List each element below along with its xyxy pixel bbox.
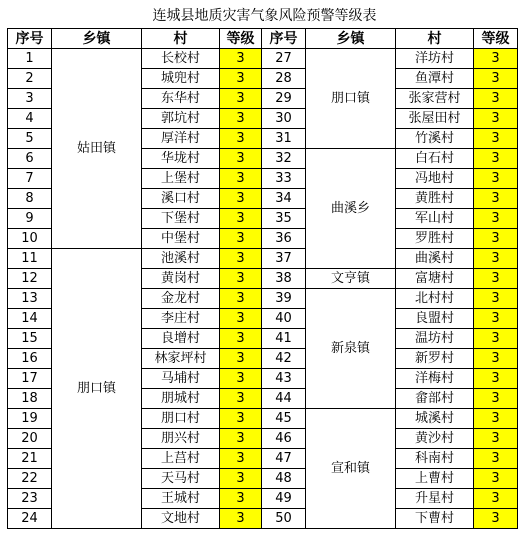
level-value: 3 (220, 129, 262, 149)
village-name: 溪口村 (142, 189, 220, 209)
town-name: 文亨镇 (306, 269, 396, 289)
village-name: 冯地村 (396, 169, 474, 189)
table-body (8, 49, 518, 529)
village-name: 天马村 (142, 469, 220, 489)
row-number: 42 (262, 349, 306, 369)
level-value: 3 (220, 369, 262, 389)
level-value: 3 (220, 149, 262, 169)
village-name: 下曹村 (396, 509, 474, 529)
row-number: 18 (8, 389, 52, 409)
village-name: 张家营村 (396, 89, 474, 109)
level-value: 3 (220, 349, 262, 369)
header-town: 乡镇 (306, 29, 396, 49)
row-number: 22 (8, 469, 52, 489)
row-number: 49 (262, 489, 306, 509)
row-number: 35 (262, 209, 306, 229)
village-name: 罗胜村 (396, 229, 474, 249)
town-name: 宣和镇 (306, 409, 396, 529)
row-number: 39 (262, 289, 306, 309)
village-name: 文地村 (142, 509, 220, 529)
village-name: 北村村 (396, 289, 474, 309)
row-number: 24 (8, 509, 52, 529)
level-value: 3 (220, 109, 262, 129)
village-name: 林家坪村 (142, 349, 220, 369)
village-name: 畲部村 (396, 389, 474, 409)
village-name: 池溪村 (142, 249, 220, 269)
village-name: 鱼潭村 (396, 69, 474, 89)
row-number: 5 (8, 129, 52, 149)
village-name: 李庄村 (142, 309, 220, 329)
level-value: 3 (474, 369, 518, 389)
level-value: 3 (220, 189, 262, 209)
header-level: 等级 (220, 29, 262, 49)
village-name: 城兜村 (142, 69, 220, 89)
village-name: 城溪村 (396, 409, 474, 429)
row-number: 44 (262, 389, 306, 409)
row-number: 37 (262, 249, 306, 269)
village-name: 科南村 (396, 449, 474, 469)
header-village: 村 (142, 29, 220, 49)
village-name: 厚洋村 (142, 129, 220, 149)
village-name: 良增村 (142, 329, 220, 349)
row-number: 17 (8, 369, 52, 389)
level-value: 3 (474, 289, 518, 309)
row-number: 16 (8, 349, 52, 369)
level-value: 3 (474, 69, 518, 89)
row-number: 11 (8, 249, 52, 269)
header-no: 序号 (262, 29, 306, 49)
level-value: 3 (474, 129, 518, 149)
row-number: 47 (262, 449, 306, 469)
village-name: 朋兴村 (142, 429, 220, 449)
level-value: 3 (220, 49, 262, 69)
village-name: 王城村 (142, 489, 220, 509)
village-name: 洋坊村 (396, 49, 474, 69)
row-number: 50 (262, 509, 306, 529)
village-name: 东华村 (142, 89, 220, 109)
village-name: 黄岗村 (142, 269, 220, 289)
level-value: 3 (474, 109, 518, 129)
town-name: 朋口镇 (52, 249, 142, 529)
village-name: 华垅村 (142, 149, 220, 169)
village-name: 朋口村 (142, 409, 220, 429)
level-value: 3 (220, 249, 262, 269)
level-value: 3 (220, 389, 262, 409)
level-value: 3 (474, 189, 518, 209)
level-value: 3 (220, 69, 262, 89)
town-name: 新泉镇 (306, 289, 396, 409)
village-name: 中堡村 (142, 229, 220, 249)
village-name: 下堡村 (142, 209, 220, 229)
row-number: 43 (262, 369, 306, 389)
level-value: 3 (474, 169, 518, 189)
row-number: 32 (262, 149, 306, 169)
level-value: 3 (474, 409, 518, 429)
row-number: 34 (262, 189, 306, 209)
level-value: 3 (474, 429, 518, 449)
row-number: 30 (262, 109, 306, 129)
row-number: 33 (262, 169, 306, 189)
header-village: 村 (396, 29, 474, 49)
row-number: 10 (8, 229, 52, 249)
village-name: 洋梅村 (396, 369, 474, 389)
row-number: 8 (8, 189, 52, 209)
level-value: 3 (474, 449, 518, 469)
level-value: 3 (474, 209, 518, 229)
village-name: 上莒村 (142, 449, 220, 469)
level-value: 3 (474, 269, 518, 289)
level-value: 3 (474, 329, 518, 349)
village-name: 白石村 (396, 149, 474, 169)
level-value: 3 (220, 449, 262, 469)
village-name: 富塘村 (396, 269, 474, 289)
town-name: 姑田镇 (52, 49, 142, 249)
village-name: 良盟村 (396, 309, 474, 329)
village-name: 军山村 (396, 209, 474, 229)
level-value: 3 (474, 49, 518, 69)
level-value: 3 (474, 229, 518, 249)
level-value: 3 (220, 409, 262, 429)
row-number: 28 (262, 69, 306, 89)
row-number: 2 (8, 69, 52, 89)
village-name: 金龙村 (142, 289, 220, 309)
warning-level-table (7, 28, 518, 529)
row-number: 46 (262, 429, 306, 449)
village-name: 张屋田村 (396, 109, 474, 129)
town-name: 朋口镇 (306, 49, 396, 149)
level-value: 3 (474, 309, 518, 329)
village-name: 温坊村 (396, 329, 474, 349)
row-number: 27 (262, 49, 306, 69)
row-number: 38 (262, 269, 306, 289)
row-number: 13 (8, 289, 52, 309)
row-number: 3 (8, 89, 52, 109)
row-number: 9 (8, 209, 52, 229)
row-number: 45 (262, 409, 306, 429)
row-number: 21 (8, 449, 52, 469)
village-name: 黄胜村 (396, 189, 474, 209)
row-number: 12 (8, 269, 52, 289)
level-value: 3 (220, 269, 262, 289)
row-number: 4 (8, 109, 52, 129)
level-value: 3 (220, 329, 262, 349)
level-value: 3 (220, 489, 262, 509)
level-value: 3 (474, 469, 518, 489)
table-row (8, 49, 518, 69)
level-value: 3 (220, 509, 262, 529)
village-name: 郭坑村 (142, 109, 220, 129)
header-no: 序号 (8, 29, 52, 49)
row-number: 20 (8, 429, 52, 449)
level-value: 3 (474, 509, 518, 529)
row-number: 29 (262, 89, 306, 109)
village-name: 长校村 (142, 49, 220, 69)
level-value: 3 (474, 489, 518, 509)
row-number: 41 (262, 329, 306, 349)
village-name: 曲溪村 (396, 249, 474, 269)
level-value: 3 (474, 349, 518, 369)
level-value: 3 (474, 249, 518, 269)
village-name: 马埔村 (142, 369, 220, 389)
town-name: 曲溪乡 (306, 149, 396, 269)
level-value: 3 (220, 89, 262, 109)
row-number: 23 (8, 489, 52, 509)
table-row (8, 249, 518, 269)
row-number: 19 (8, 409, 52, 429)
level-value: 3 (220, 289, 262, 309)
header-row (8, 29, 518, 49)
village-name: 升星村 (396, 489, 474, 509)
level-value: 3 (220, 169, 262, 189)
row-number: 14 (8, 309, 52, 329)
village-name: 上堡村 (142, 169, 220, 189)
row-number: 40 (262, 309, 306, 329)
row-number: 1 (8, 49, 52, 69)
level-value: 3 (220, 429, 262, 449)
row-number: 48 (262, 469, 306, 489)
header-town: 乡镇 (52, 29, 142, 49)
row-number: 7 (8, 169, 52, 189)
level-value: 3 (474, 149, 518, 169)
row-number: 31 (262, 129, 306, 149)
level-value: 3 (220, 309, 262, 329)
row-number: 15 (8, 329, 52, 349)
level-value: 3 (220, 229, 262, 249)
level-value: 3 (220, 469, 262, 489)
row-number: 6 (8, 149, 52, 169)
header-level: 等级 (474, 29, 518, 49)
level-value: 3 (474, 89, 518, 109)
row-number: 36 (262, 229, 306, 249)
level-value: 3 (220, 209, 262, 229)
level-value: 3 (474, 389, 518, 409)
village-name: 竹溪村 (396, 129, 474, 149)
village-name: 朋城村 (142, 389, 220, 409)
village-name: 上曹村 (396, 469, 474, 489)
village-name: 新罗村 (396, 349, 474, 369)
village-name: 黄沙村 (396, 429, 474, 449)
table-title: 连城县地质灾害气象风险预警等级表 (152, 8, 377, 24)
